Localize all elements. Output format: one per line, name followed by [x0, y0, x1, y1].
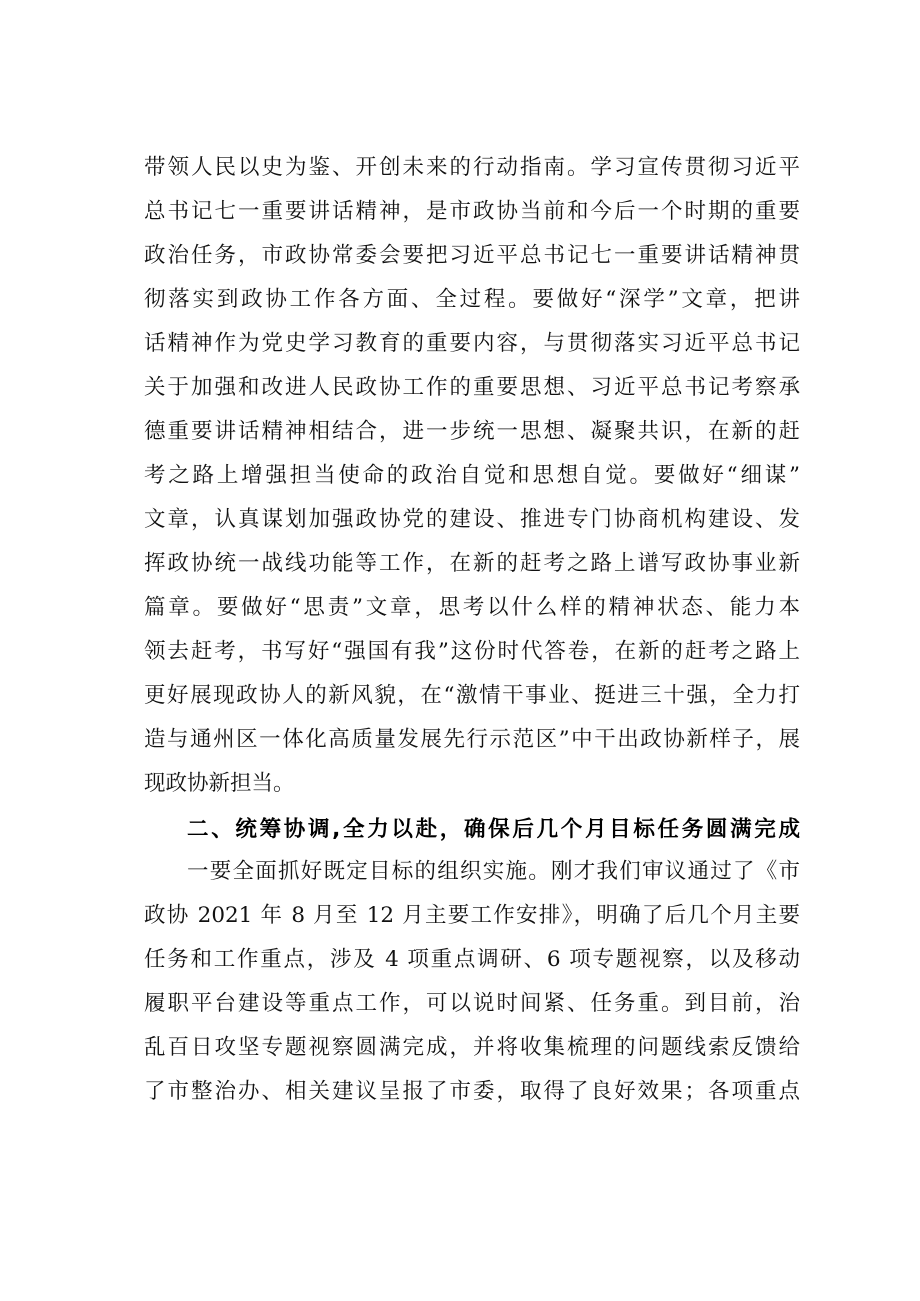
text-line: 履职平台建设等重点工作，可以说时间紧、任务重。到目前，治 — [144, 991, 800, 1016]
text-line-first: 一要全面抓好既定目标的组织实施。刚才我们审议通过了《市 — [187, 859, 800, 884]
text-line: 彻落实到政协工作各方面、全过程。要做好“深学”文章，把讲 — [144, 287, 800, 312]
section-heading: 二、统筹协调,全力以赴，确保后几个月目标任务圆满完成 — [187, 817, 800, 842]
text-line: 领去赶考，书写好“强国有我”这份时代答卷，在新的赶考之路上 — [144, 639, 800, 664]
text-line: 任务和工作重点，涉及 4 项重点调研、6 项专题视察，以及移动 — [144, 947, 800, 972]
text-line-last: 现政协新担当。 — [144, 771, 295, 796]
text-line: 政协 2021 年 8 月至 12 月主要工作安排》，明确了后几个月主要 — [144, 903, 800, 928]
text-line: 话精神作为党史学习教育的重要内容，与贯彻落实习近平总书记 — [144, 331, 800, 356]
text-line: 带领人民以史为鉴、开创未来的行动指南。学习宣传贯彻习近平 — [144, 155, 800, 180]
text-line: 关于加强和改进人民政协工作的重要思想、习近平总书记考察承 — [144, 375, 800, 400]
text-line: 乱百日攻坚专题视察圆满完成，并将收集梳理的问题线索反馈给 — [144, 1035, 800, 1060]
text-line: 篇章。要做好“思责”文章，思考以什么样的精神状态、能力本 — [144, 595, 800, 620]
text-line: 挥政协统一战线功能等工作，在新的赶考之路上谱写政协事业新 — [144, 551, 800, 576]
text-line: 德重要讲话精神相结合，进一步统一思想、凝聚共识，在新的赶 — [144, 419, 800, 444]
text-line: 更好展现政协人的新风貌，在“激情干事业、挺进三十强，全力打 — [144, 683, 800, 708]
text-line: 造与通州区一体化高质量发展先行示范区”中干出政协新样子，展 — [144, 727, 800, 752]
text-line: 文章，认真谋划加强政协党的建设、推进专门协商机构建设、发 — [144, 507, 800, 532]
text-line: 了市整治办、相关建议呈报了市委，取得了良好效果；各项重点 — [144, 1079, 800, 1104]
text-line: 总书记七一重要讲话精神，是市政协当前和今后一个时期的重要 — [144, 199, 800, 224]
text-line: 政治任务，市政协常委会要把习近平总书记七一重要讲话精神贯 — [144, 243, 800, 268]
text-line: 考之路上增强担当使命的政治自觉和思想自觉。要做好“细谋” — [144, 463, 800, 488]
